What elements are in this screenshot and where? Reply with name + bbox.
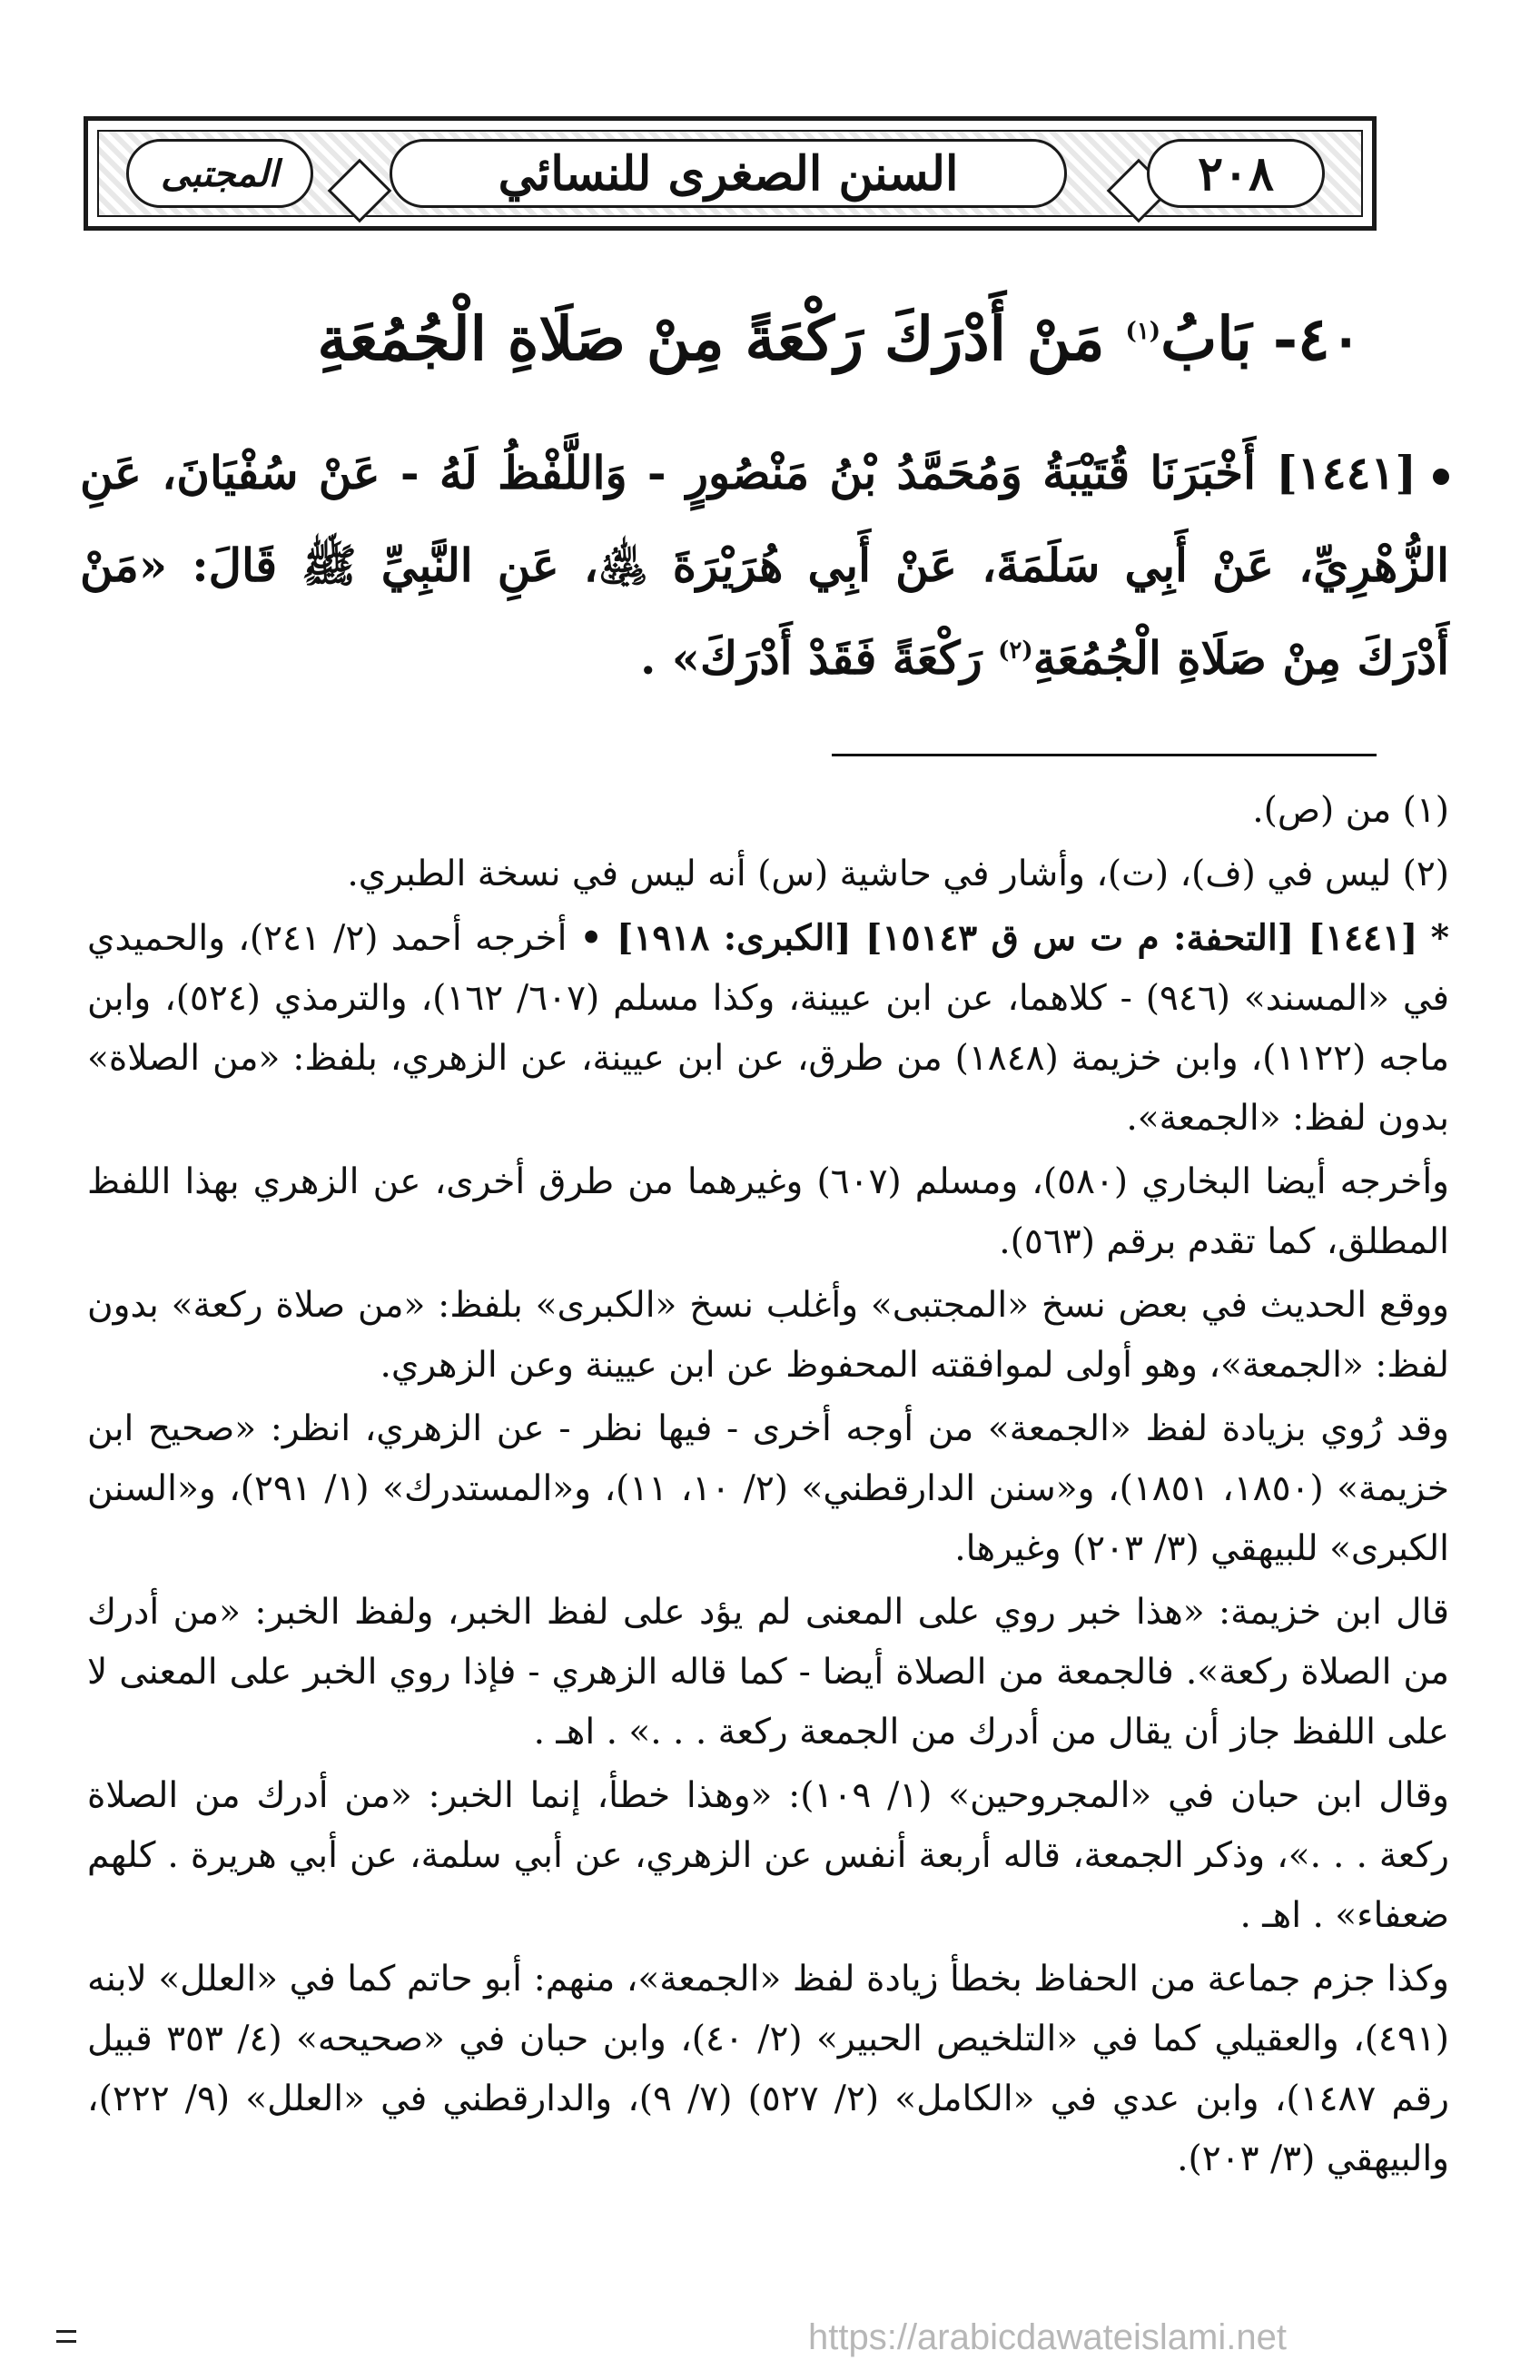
title-cartouche [390, 139, 1067, 208]
page-title: السنن الصغرى للنسائي [498, 145, 959, 202]
hadith-text [80, 427, 1449, 705]
takhrij-paragraph: وقد رُوي بزيادة لفظ «الجمعة» من أوجه أخرى - فيها نظر - عن الزهري، انظر: «صحيح ابن خزيمة» (١٨٥٠، ١٨٥١)، و«سنن الدارقطني» (٢/ ١٠، ١١)، و«المستدرك» (١/ ٢٩١)، و«السنن الكبرى» للبيهقي (٣/ ٢٠٣) وغيرها. [87, 1408, 1449, 1569]
bullet-icon [1433, 469, 1449, 485]
hadith-number: [١٤٤١] [1276, 446, 1417, 499]
hadith-body-2: رَكْعَةً فَقَدْ أَدْرَكَ» . [639, 631, 982, 685]
page-header [84, 116, 1377, 231]
ornament-knot-icon [328, 159, 392, 223]
page-number: ٢٠٨ [1198, 145, 1274, 202]
star-icon: * [1430, 917, 1450, 959]
book-name: المجتبى [161, 152, 279, 195]
margin-mark [56, 2330, 76, 2333]
footnote: (١) من (ص). [1252, 790, 1449, 831]
takhrij-paragraph: قال ابن خزيمة: «هذا خبر روي على المعنى لم يؤد على لفظ الخبر، ولفظ الخبر: «من أدرك من الصلاة ركعة». فالجمعة من الصلاة أيضا - كما قاله الزهري - فإذا روي الخبر على المعنى لا على اللفظ جاز أن يقال من أدرك من الجمعة ركعة . . .» . اهـ . [87, 1592, 1449, 1753]
chapter-heading [182, 289, 1362, 389]
header-ornament [97, 130, 1363, 217]
footnote-ref: (١) [1125, 318, 1161, 345]
takhrij-paragraph: وكذا جزم جماعة من الحفاظ بخطأ زيادة لفظ «الجمعة»، منهم: أبو حاتم كما في «العلل» لابنه (٤٩١)، والعقيلي كما في «التلخيص الحبير» (٢/ ٤٠)، وابن حبان في «صحيحه» (٤/ ٣٥٣ قبيل رقم ١٤٨٧)، وابن عدي في «الكامل» (٢/ ٥٢٧) (٧/ ٩)، والدارقطني في «العلل» (٩/ ٢٢٢)، والبيهقي (٣/ ٢٠٣). [87, 1959, 1449, 2179]
footnote-ref: (٢) [998, 637, 1033, 665]
takhrij-lead: [١٤٤١] [التحفة: م ت س ق ١٥١٤٣] [الكبرى: ١٩١٨] • [579, 917, 1418, 959]
takhrij-paragraph [87, 908, 1449, 1149]
chapter-title-text: مَنْ أَدْرَكَ رَكْعَةً مِنْ صَلَاةِ الْجُمُعَةِ [317, 303, 1105, 374]
watermark: https://arabicdawateislami.net [808, 2317, 1287, 2357]
takhrij-paragraph: وأخرجه أيضا البخاري (٥٨٠)، ومسلم (٦٠٧) وغيرهما من طرق أخرى، عن الزهري بهذا اللفظ المطلق، كما تقدم برقم (٥٦٣). [87, 1161, 1449, 1262]
takhrij-paragraph: ووقع الحديث في بعض نسخ «المجتبى» وأغلب نسخ «الكبرى» بلفظ: «من صلاة ركعة» بدون لفظ: «الجمعة»، وهو أولى لموافقته المحفوظ عن ابن عيينة وعن الزهري. [87, 1285, 1449, 1386]
takhrij-paragraph: وقال ابن حبان في «المجروحين» (١/ ١٠٩): «وهذا خطأ، إنما الخبر: «من أدرك من الصلاة ركعة . . .»، وذكر الجمعة، قاله أربعة أنفس عن الزهري، عن أبي سلمة، عن أبي هريرة . كلهم ضعفاء» . اهـ . [87, 1775, 1449, 1936]
footnote: (٢) ليس في (ف)، (ت)، وأشار في حاشية (س) أنه ليس في نسخة الطبري. [347, 854, 1449, 894]
footnotes [87, 781, 1449, 2189]
chapter-title [318, 303, 1363, 374]
hadith-body-1: أَخْبَرَنَا قُتَيْبَةُ وَمُحَمَّدُ بْنُ مَنْصُورٍ - وَاللَّفْظُ لَهُ - عَنْ سُفْيَانَ، عَنِ الزُّهْرِيِّ، عَنْ أَبِي سَلَمَةَ، عَنْ أَبِي هُرَيْرَةَ ﵁، عَنِ النَّبِيِّ ﷺ قَالَ: «مَنْ أَدْرَكَ مِنْ صَلَاةِ الْجُمُعَةِ [80, 446, 1449, 685]
footnote-divider [832, 754, 1377, 756]
takhrij-text: أخرجه أحمد (٢/ ٢٤١)، والحميدي في «المسند» (٩٤٦) - كلاهما، عن ابن عيينة، وكذا مسلم (٦٠٧/ ١٦٢)، والترمذي (٥٢٤)، وابن ماجه (١١٢٢)، وابن خزيمة (١٨٤٨) من طرق، عن ابن عيينة، عن الزهري، بلفظ: «من الصلاة» بدون لفظ: «الجمعة». [87, 918, 1450, 1139]
page-number-cartouche [1147, 139, 1325, 208]
book-name-cartouche [126, 139, 313, 208]
chapter-title-prefix: ٤٠- بَابُ [1160, 303, 1362, 374]
